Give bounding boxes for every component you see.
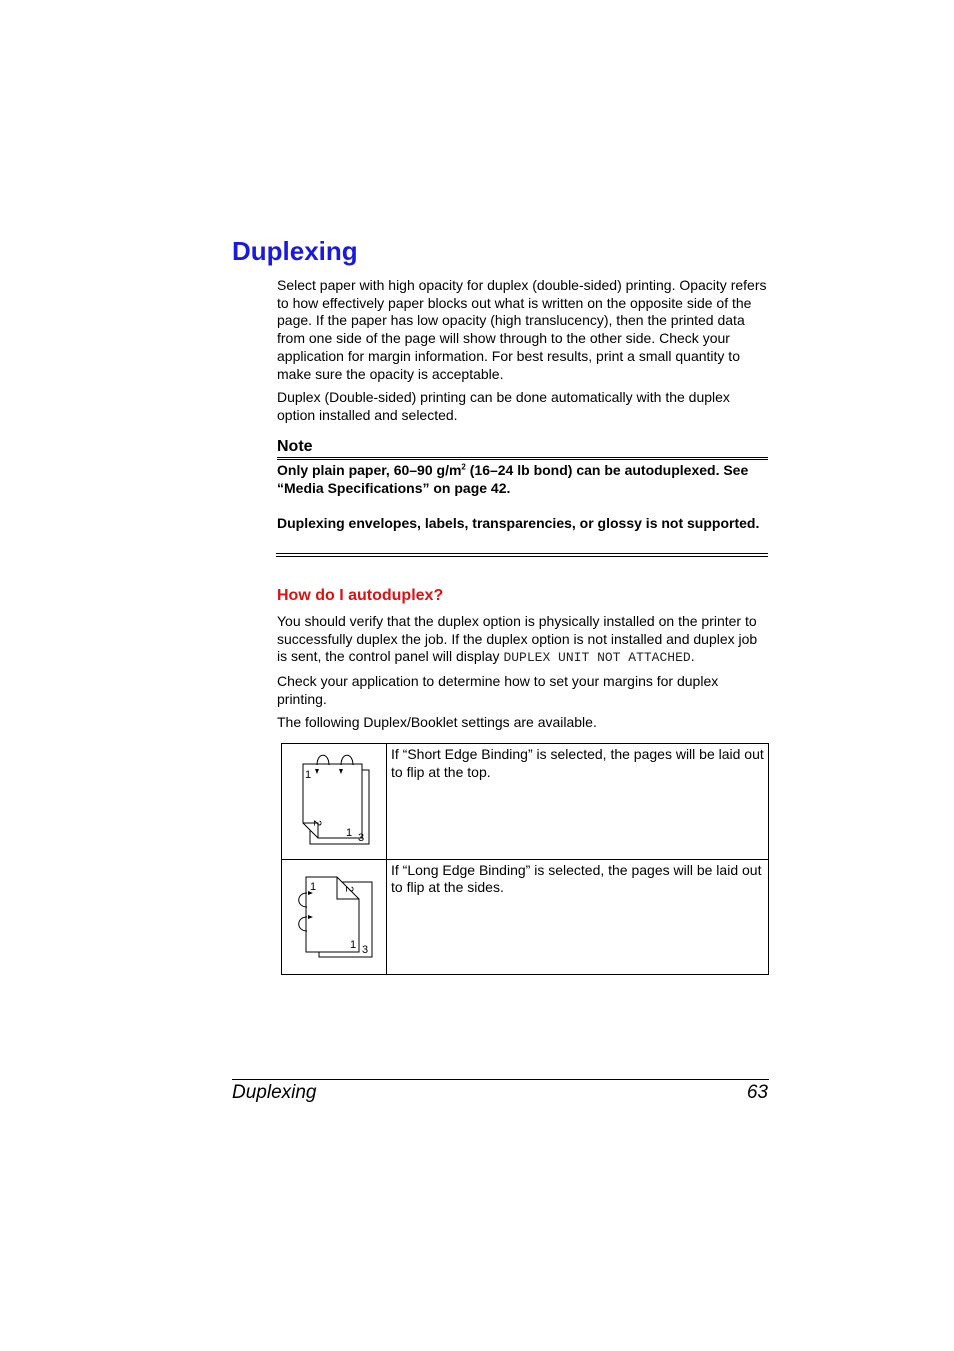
note-heading: Note [277,437,768,460]
intro-paragraph-1: Select paper with high opacity for duplex (double-sided) printing. Opacity refers to how effectively paper blocks out what is written on the opposite side of the page. If the paper has low opacity (high translucency), then the printed data from one side of the page will show through to the other side. Check your application for margin information. For best results, print a small quantity to make sure the opacity is acceptable. [277,277,767,382]
short-edge-label-back: 2 [311,820,323,827]
short-edge-label-bottom: 1 [346,827,353,839]
short-edge-description: If “Short Edge Binding” is selected, the pages will be laid out to flip at the top. [387,744,769,860]
section-paragraph-1-end: . [690,648,695,665]
intro-paragraph-2: Duplex (Double-sided) printing can be done automatically with the duplex option installed and selected. [277,389,730,423]
note-bottom-rule [276,553,768,557]
note-line-1 [277,462,768,497]
table-row [282,744,769,860]
section-paragraph-1 [277,613,769,667]
long-edge-description: If “Long Edge Binding” is selected, the pages will be laid out to flip at the sides. [387,859,769,975]
short-edge-label-next: 3 [358,832,365,844]
footer-title: Duplexing [232,1082,317,1103]
section-paragraph-1-start: You should verify that the duplex option is physically installed on the printer to successfully duplex the job. If the duplex option is not installed and duplex job is sent, the control panel will display [277,613,758,665]
short-edge-binding-icon [282,744,386,854]
control-panel-message: DUPLEX UNIT NOT ATTACHED [503,650,691,666]
section-heading: How do I autoduplex? [277,587,444,604]
long-edge-label-front: 1 [310,880,317,893]
long-edge-icon-cell [282,859,387,975]
note-line-2: Duplexing envelopes, labels, transparencies, or glossy is not supported. [277,515,760,531]
note-line-1-start: Only plain paper, 60–90 g/m [277,462,462,478]
page-heading: Duplexing [232,236,358,266]
note-line-1-superscript: 2 [461,462,466,472]
long-edge-binding-icon [282,860,386,970]
duplex-settings-table [281,743,769,975]
table-row [282,859,769,975]
long-edge-label-next: 3 [362,943,369,956]
short-edge-label-front: 1 [305,769,312,781]
section-paragraph-2: Check your application to determine how to set your margins for duplex printing. [277,673,719,707]
long-edge-label-back: 2 [343,885,355,892]
section-paragraph-3: The following Duplex/Booklet settings are available. [277,714,597,730]
footer-rule [232,1079,769,1080]
long-edge-label-bottom: 1 [350,938,357,951]
page-number: 63 [746,1082,768,1103]
short-edge-icon-cell [282,744,387,860]
note-line-1-end: (16–24 lb bond) can be autoduplexed. See “Media Specifications” on page 42. [277,462,749,496]
